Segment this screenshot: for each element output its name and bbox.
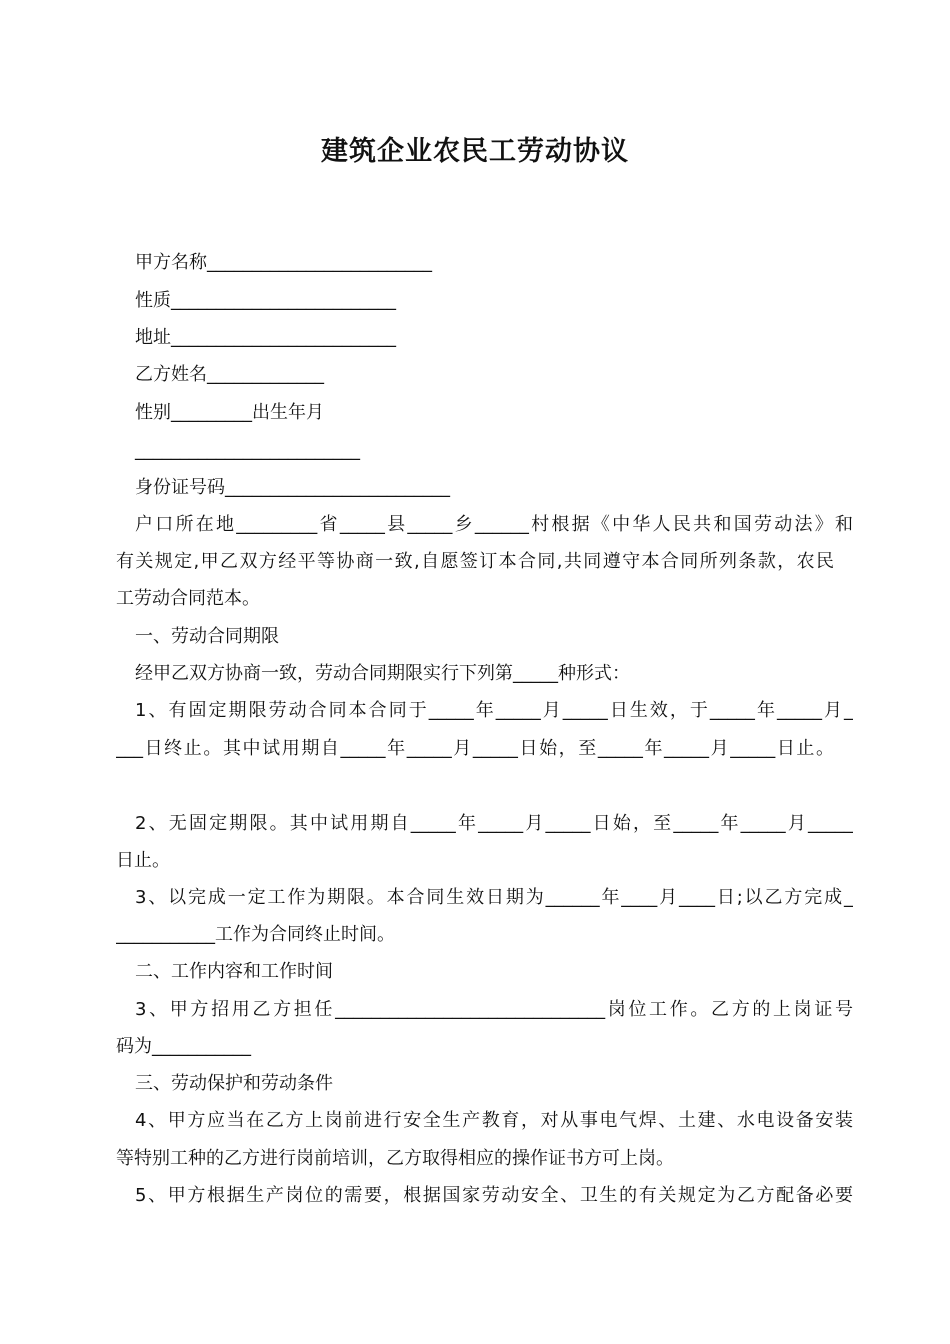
paragraph-line: 经甲乙双方协商一致，劳动合同期限实行下列第_____种形式： <box>135 663 630 684</box>
paragraph-line: 4、甲方应当在乙方上岗前进行安全生产教育，对从事电气焊、土建、水电设备安装 <box>135 1110 853 1131</box>
section-heading: 三、劳动保护和劳动条件 <box>135 1073 333 1094</box>
gender-birth-line: 性别_________出生年月 <box>135 402 324 423</box>
paragraph-line: 有关规定,甲乙双方经平等协商一致,自愿签订本合同,共同遵守本合同所列条款，农民 <box>116 551 834 572</box>
paragraph-line: 1、有固定期限劳动合同本合同于_____年_____月_____日生效，于_____年_____月_ <box>135 700 853 721</box>
paragraph-line: 工劳动合同范本。 <box>116 588 260 609</box>
birth-blank-line: _________________________ <box>135 440 360 461</box>
paragraph-line: ___日终止。其中试用期自_____年_____月_____日始，至_____年_____月_____日止。 <box>116 738 834 759</box>
section-heading: 一、劳动合同期限 <box>135 626 279 647</box>
party-a-address-line: 地址_________________________ <box>135 327 396 348</box>
party-b-name-line: 乙方姓名_____________ <box>135 364 324 385</box>
paragraph-line: 5、甲方根据生产岗位的需要，根据国家劳动安全、卫生的有关规定为乙方配备必要 <box>135 1185 853 1206</box>
paragraph-line: 码为___________ <box>116 1036 251 1057</box>
paragraph-line: ___________工作为合同终止时间。 <box>116 924 395 945</box>
paragraph-line: 3、以完成一定工作为期限。本合同生效日期为______年____月____日;以乙方完成_ <box>135 887 853 908</box>
paragraph-line: 户口所在地_________省_____县_____乡______村根据《中华人民共和国劳动法》和 <box>135 514 853 535</box>
paragraph-line: 2、无固定期限。其中试用期自_____年_____月_____日始，至_____年_____月_____ <box>135 813 853 834</box>
party-a-name-line: 甲方名称_________________________ <box>135 252 432 273</box>
party-a-nature-line: 性质_________________________ <box>135 290 396 311</box>
paragraph-line: 3、甲方招用乙方担任______________________________岗位工作。乙方的上岗证号 <box>135 999 853 1020</box>
section-heading: 二、工作内容和工作时间 <box>135 961 333 982</box>
paragraph-line: 等特别工种的乙方进行岗前培训，乙方取得相应的操作证书方可上岗。 <box>116 1148 674 1169</box>
document-title: 建筑企业农民工劳动协议 <box>321 136 629 167</box>
paragraph-line: 日止。 <box>116 850 170 871</box>
id-number-line: 身份证号码_________________________ <box>135 477 450 498</box>
